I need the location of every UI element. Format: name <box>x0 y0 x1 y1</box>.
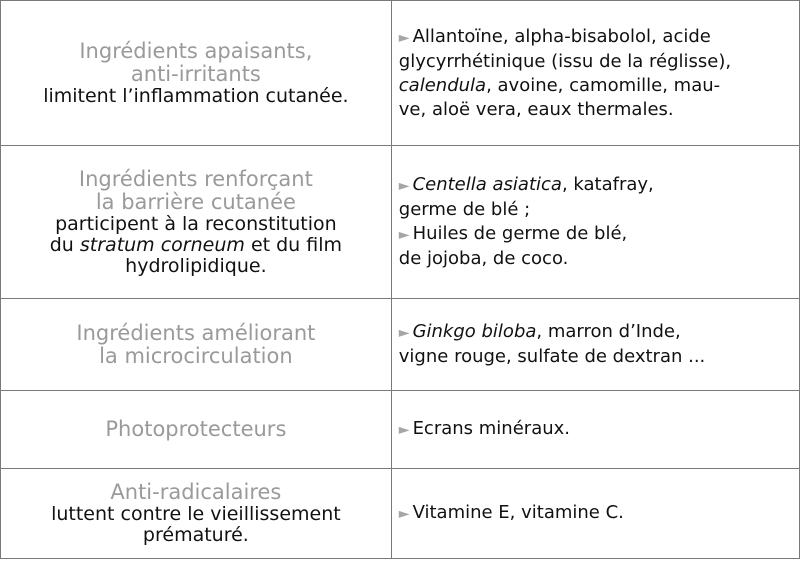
category-title: Ingrédients améliorant la microcirculation <box>76 320 316 368</box>
category-description: participent à la reconstitution du stratum corneum et du film hydrolipidique. <box>49 212 343 277</box>
arrow-icon: ► <box>398 506 410 522</box>
ingredients-text: ► Allantoïne, alpha-bisabolol, acide glycyrrhétinique (issu de la réglisse), calendula, avoine, camomille, mau- ve, aloë vera, eaux thermales. <box>398 25 732 120</box>
category-description: luttent contre le vieillissement prématuré. <box>51 503 341 546</box>
ingredients-cell <box>391 391 799 469</box>
table-row <box>1 146 800 299</box>
ingredients-text: ► Ginkgo biloba, marron d’Inde, vigne rouge, sulfate de dextran ... <box>398 321 706 367</box>
arrow-icon: ► <box>398 178 410 194</box>
category-cell <box>1 391 392 469</box>
category-title: Photoprotecteurs <box>105 417 287 441</box>
category-description: limitent l’inflammation cutanée. <box>43 84 349 107</box>
category-title: Ingrédients apaisants, anti-irritants <box>79 38 313 86</box>
ingredients-cell <box>391 299 799 391</box>
arrow-icon: ► <box>398 325 410 341</box>
arrow-icon: ► <box>398 422 410 438</box>
category-title: Anti-radicalaires <box>110 480 282 504</box>
ingredients-text: ► Vitamine E, vitamine C. <box>398 502 624 523</box>
category-cell <box>1 1 392 146</box>
category-cell <box>1 299 392 391</box>
ingredients-cell <box>391 1 799 146</box>
category-title: Ingrédients renforçant la barrière cutanée <box>78 166 313 214</box>
table-row <box>1 391 800 469</box>
ingredients-cell <box>391 469 799 559</box>
ingredients-cell <box>391 146 799 299</box>
table-row <box>1 299 800 391</box>
category-cell <box>1 146 392 299</box>
category-cell <box>1 469 392 559</box>
table-row <box>1 469 800 559</box>
table-row <box>1 1 800 146</box>
ingredients-text: ► Centella asiatica, katafray, germe de blé ; ► Huiles de germe de blé, de jojoba, de coco. <box>398 174 654 269</box>
arrow-icon: ► <box>398 227 410 243</box>
arrow-icon: ► <box>398 29 410 46</box>
ingredients-text: ► Ecrans minéraux. <box>398 418 571 439</box>
